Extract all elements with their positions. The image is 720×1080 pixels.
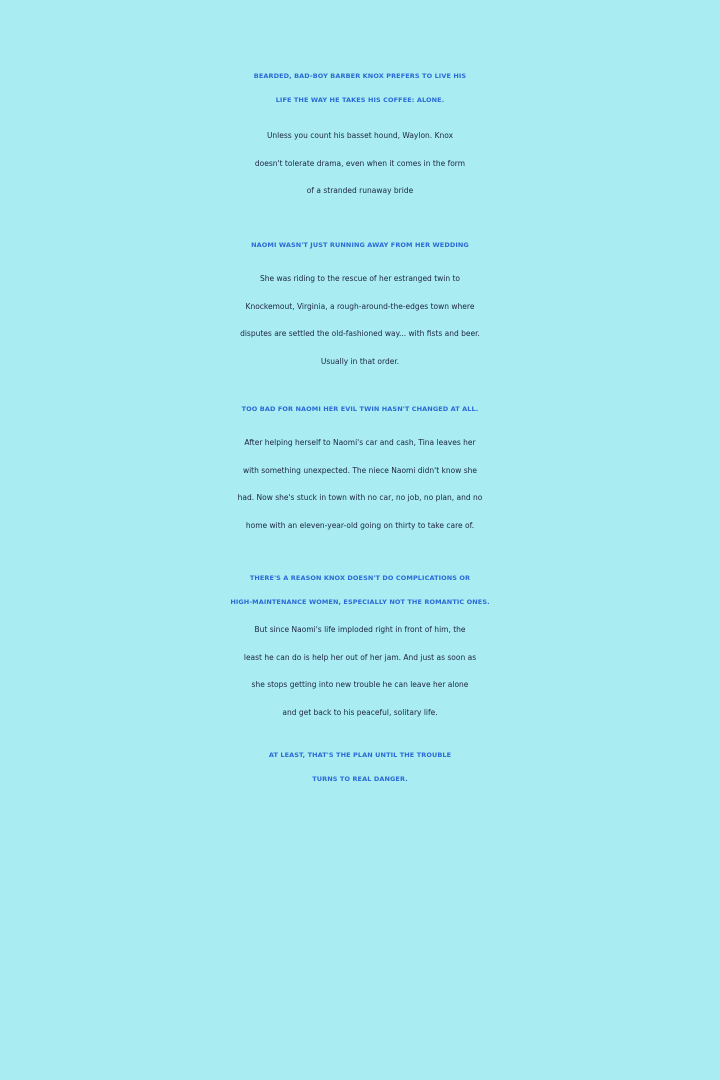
heading-line: TURNS TO REAL DANGER. <box>312 775 408 783</box>
section-heading <box>0 566 720 614</box>
body-line: she stops getting into new trouble he can leave her alone <box>251 680 469 689</box>
heading-line: HIGH-MAINTENANCE WOMEN, ESPECIALLY NOT THE ROMANTIC ONES. <box>230 598 490 606</box>
section-body <box>0 122 720 205</box>
body-line: Usually in that order. <box>320 356 400 366</box>
heading-line: NAOMI WASN'T JUST RUNNING AWAY FROM HER WEDDING <box>251 241 469 249</box>
body-line: and get back to his peaceful, solitary life. <box>282 707 438 717</box>
body-line: She was riding to the rescue of her estranged twin to <box>259 274 461 283</box>
heading-line: AT LEAST, THAT'S THE PLAN UNTIL THE TROUBLE <box>268 751 452 759</box>
section-2 <box>0 233 720 375</box>
body-line: But since Naomi's life imploded right in front of him, the <box>254 625 466 634</box>
body-line: After helping herself to Naomi's car and cash, Tina leaves her <box>244 438 476 447</box>
section-heading <box>0 64 720 112</box>
body-line: had. Now she's stuck in town with no car, no job, no plan, and no <box>237 493 483 502</box>
section-4 <box>0 566 720 726</box>
body-line: of a stranded runaway bride <box>306 186 414 195</box>
heading-line: TOO BAD FOR NAOMI HER EVIL TWIN HASN'T CHANGED AT ALL. <box>241 405 479 413</box>
closing-heading <box>0 743 720 791</box>
body-line: doesn't tolerate drama, even when it comes in the form <box>254 158 466 168</box>
body-line: least he can do is help her out of her jam. And just as soon as <box>243 652 477 662</box>
body-line: Unless you count his basset hound, Waylon. Knox <box>266 131 454 140</box>
heading-line: LIFE THE WAY HE TAKES HIS COFFEE: ALONE. <box>275 96 445 104</box>
heading-line: THERE'S A REASON KNOX DOESN'T DO COMPLICATIONS OR <box>249 574 471 582</box>
body-line: with something unexpected. The niece Naomi didn't know she <box>242 465 478 475</box>
heading-line: BEARDED, BAD-BOY BARBER KNOX PREFERS TO LIVE HIS <box>253 72 467 80</box>
section-body <box>0 429 720 539</box>
body-line: disputes are settled the old-fashioned way... with fists and beer. <box>240 329 480 338</box>
section-body <box>0 616 720 726</box>
section-heading <box>0 233 720 257</box>
body-line: home with an eleven-year-old going on thirty to take care of. <box>245 520 475 530</box>
section-body <box>0 265 720 375</box>
section-3 <box>0 397 720 539</box>
section-1 <box>0 64 720 205</box>
body-line: Knockemout, Virginia, a rough-around-the-edges town where <box>245 301 475 311</box>
section-5 <box>0 743 720 791</box>
section-heading <box>0 397 720 421</box>
